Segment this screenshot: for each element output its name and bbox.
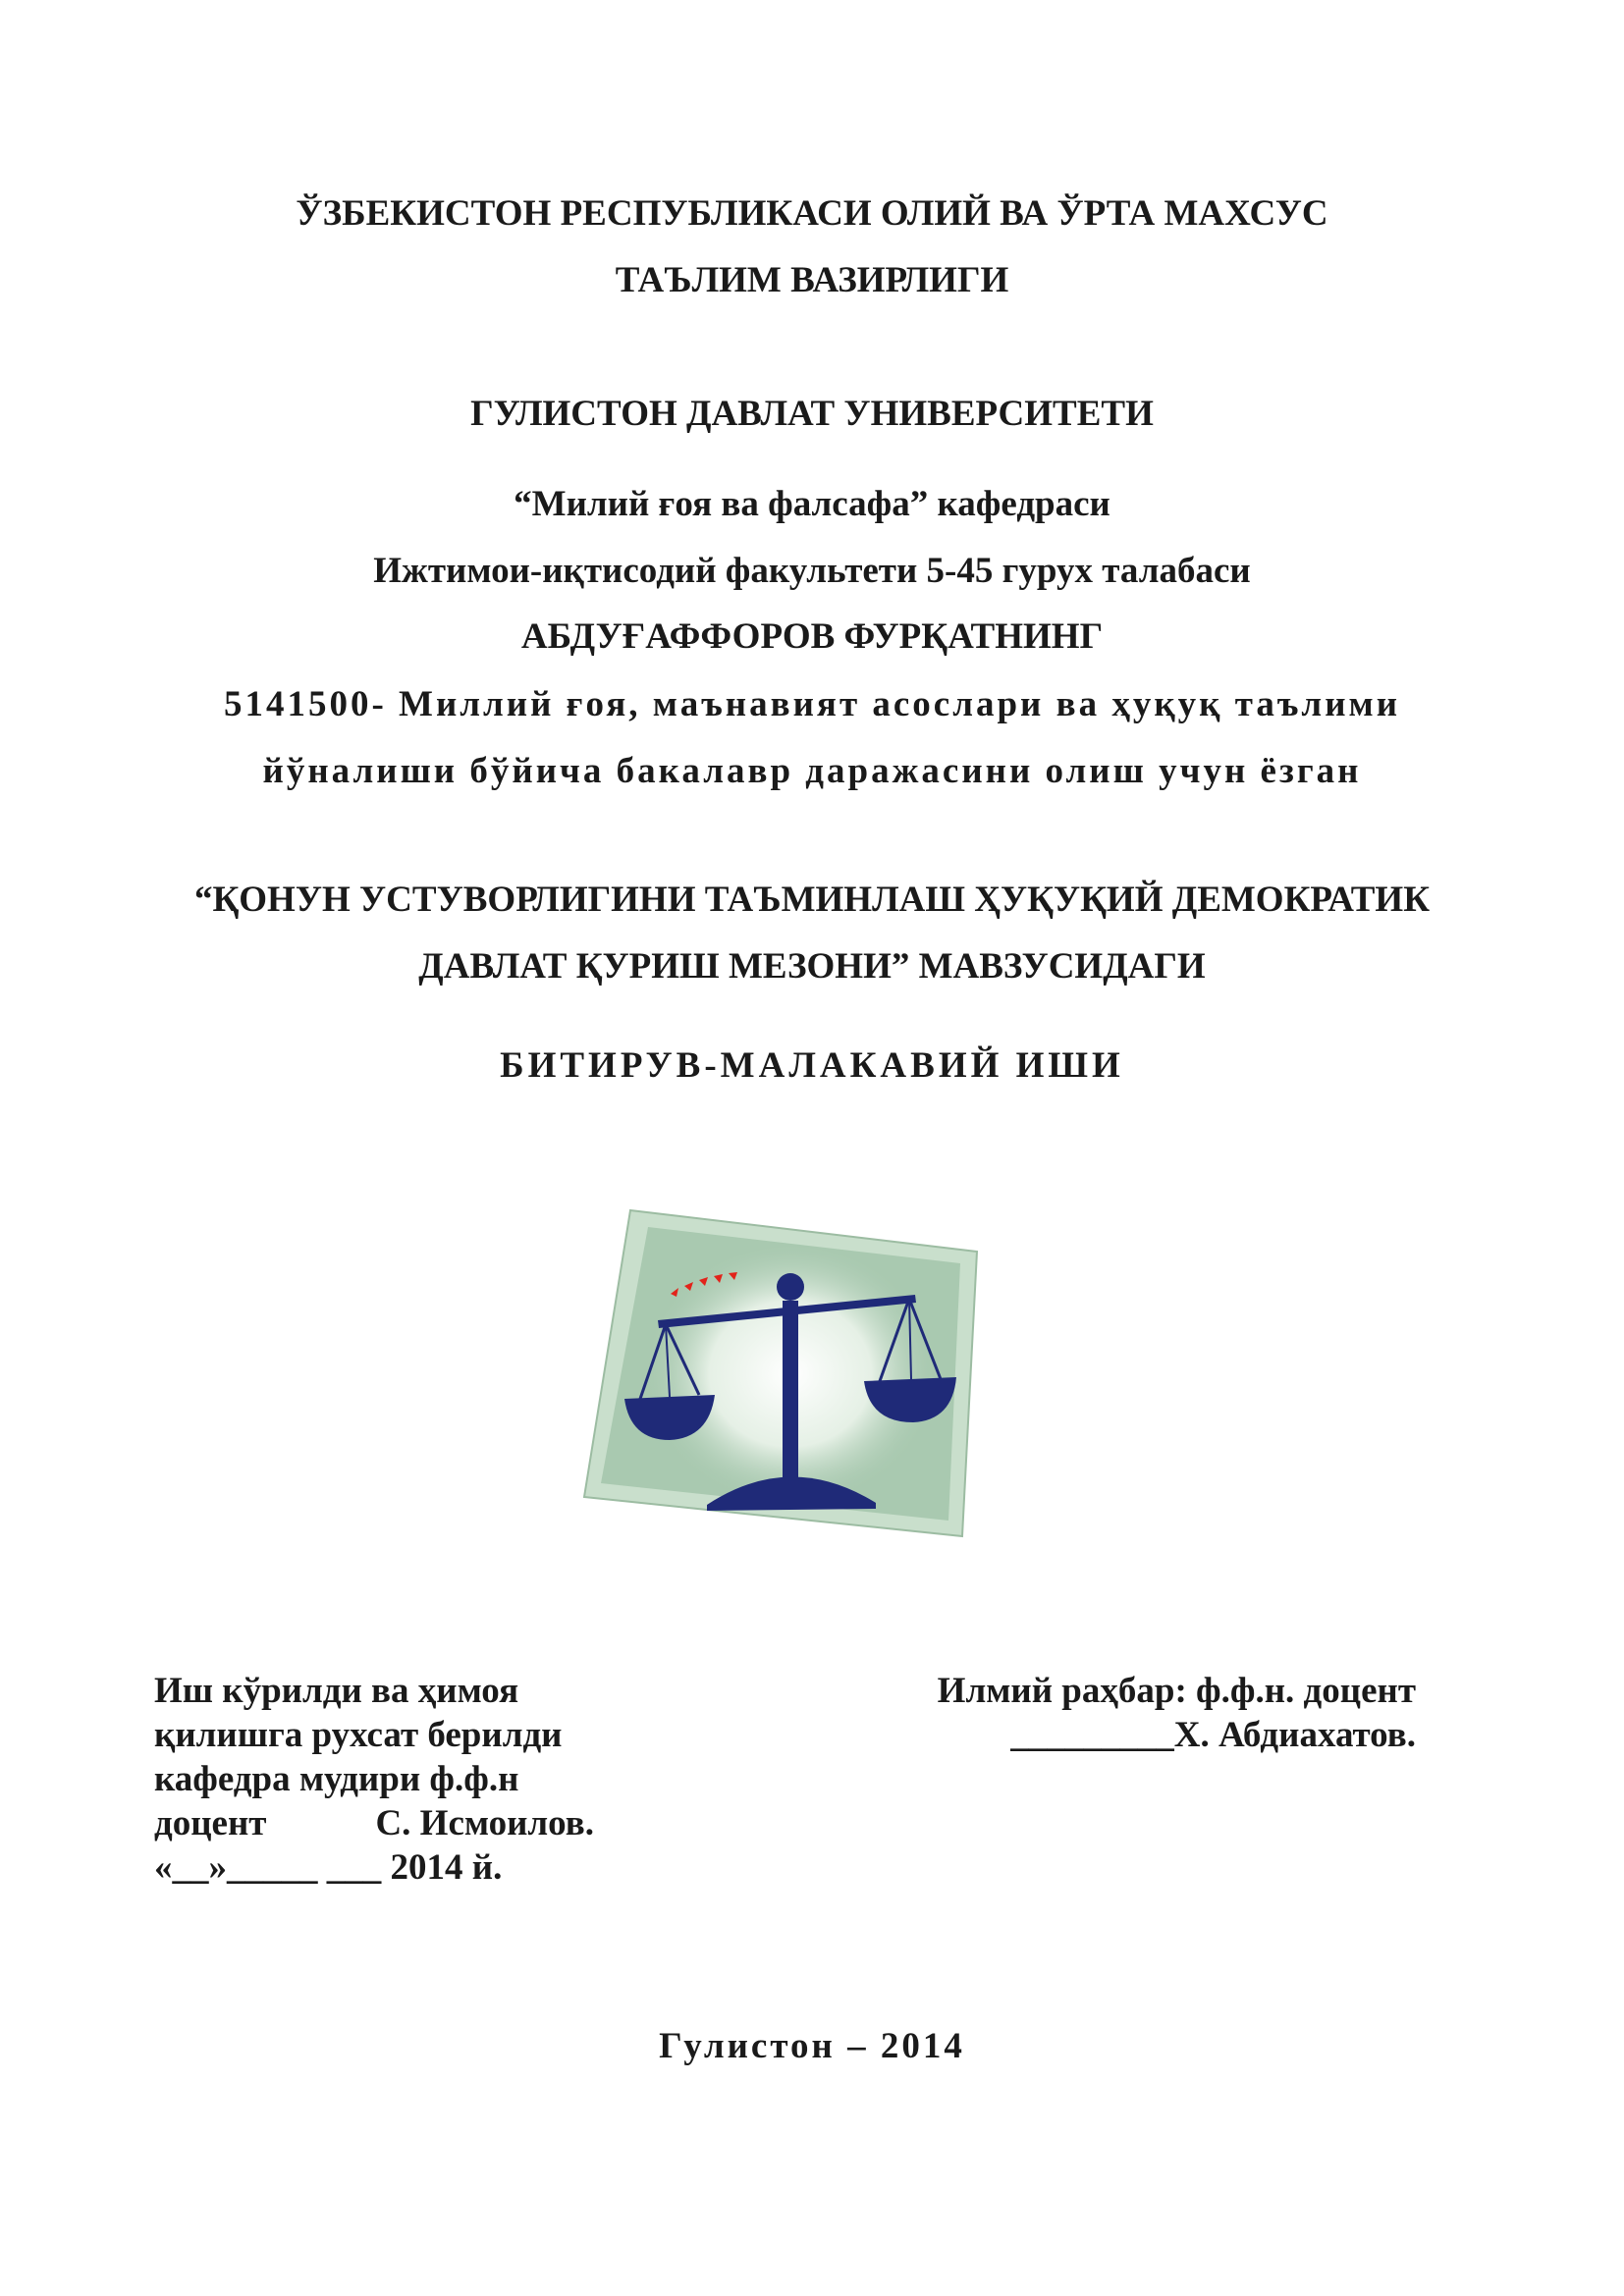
specialty-line-1: 5141500- Миллий ғоя, маънавият асослари ва ҳуқуқ таълими xyxy=(223,684,1401,724)
approval-line-4: доцент С. Исмоилов. xyxy=(154,1803,594,1843)
specialty-line-2: йўналиши бўйича бакалавр даражасини олиш учун ёзган xyxy=(262,751,1362,791)
approval-line-3: кафедра мудири ф.ф.н xyxy=(154,1759,519,1799)
student-name: АБДУҒАФФОРОВ ФУРҚАТНИНГ xyxy=(520,616,1104,657)
ministry-line-2: ТАЪЛИМ ВАЗИРЛИГИ xyxy=(615,260,1009,300)
university-name: ГУЛИСТОН ДАВЛАТ УНИВЕРСИТЕТИ xyxy=(470,394,1154,434)
supervisor-line-1: Илмий раҳбар: ф.ф.н. доцент xyxy=(937,1671,1416,1711)
city-year: Гулистон – 2014 xyxy=(659,2026,965,2066)
department-name: “Милий ғоя ва фалсафа” кафедраси xyxy=(514,484,1110,524)
ministry-line-1: ЎЗБЕКИСТОН РЕСПУБЛИКАСИ ОЛИЙ ВА ЎРТА МАХСУС xyxy=(296,193,1328,234)
approval-block xyxy=(154,1669,594,1890)
topic-line-1: “ҚОНУН УСТУВОРЛИГИНИ ТАЪМИНЛАШ ҲУҚУҚИЙ ДЕМОКРАТИК xyxy=(193,880,1431,920)
approval-line-2: қилишга рухсат берилди xyxy=(154,1715,563,1755)
work-type: БИТИРУВ-МАЛАКАВИЙ ИШИ xyxy=(500,1045,1124,1086)
supervisor-line-2: _________Х. Абдиахатов. xyxy=(1010,1715,1416,1755)
approval-line-1: Иш кўрилди ва ҳимоя xyxy=(154,1671,519,1711)
approval-date-line: «__»_____ ___ 2014 й. xyxy=(154,1847,503,1888)
faculty-group: Ижтимои-иқтисодий факультети 5-45 гурух талабаси xyxy=(373,551,1251,591)
supervisor-block xyxy=(938,1669,1416,1757)
scales-of-justice-icon xyxy=(569,1193,982,1541)
topic-line-2: ДАВЛАТ ҚУРИШ МЕЗОНИ” МАВЗУСИДАГИ xyxy=(418,946,1206,987)
